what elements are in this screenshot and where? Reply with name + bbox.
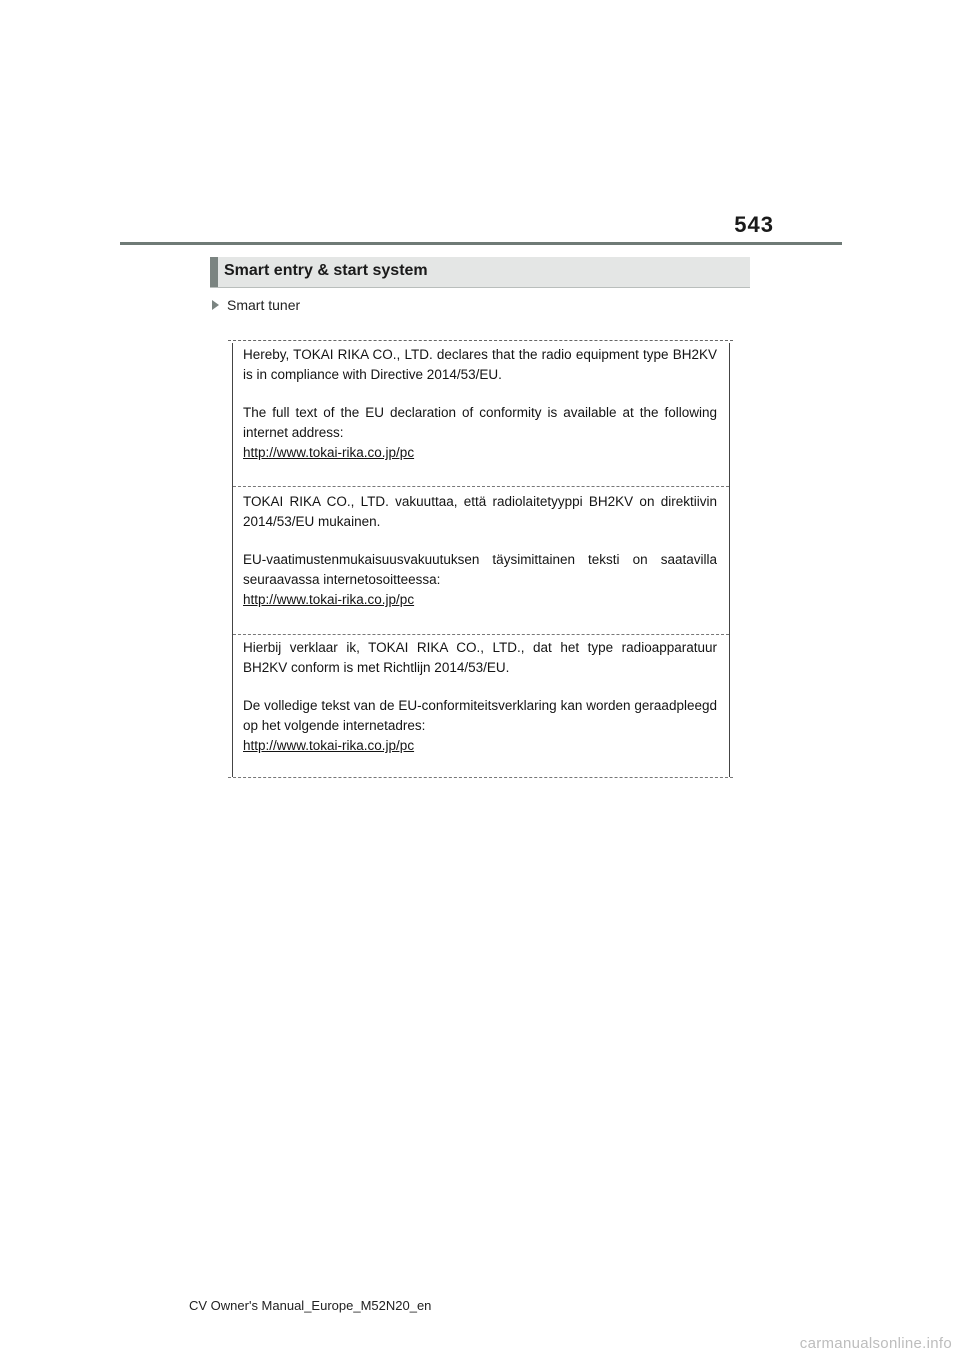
declaration-url: http://www.tokai-rika.co.jp/pc (243, 445, 415, 460)
declaration-block-english (243, 345, 717, 463)
declaration-url: http://www.tokai-rika.co.jp/pc (243, 592, 415, 607)
declaration-text: Hierbij verklaar ik, TOKAI RIKA CO., LTD., dat het type radioapparatuur BH2KV conform is met Richtlijn 2014/53/EU. (243, 640, 717, 675)
declaration-block-finnish (243, 492, 717, 610)
block-divider (233, 634, 729, 636)
header-rule (120, 242, 842, 245)
footer-text: CV Owner's Manual_Europe_M52N20_en (189, 1298, 432, 1313)
certificate-top-border (228, 340, 733, 342)
section-header (210, 257, 750, 288)
block-divider (233, 486, 729, 488)
triangle-bullet-icon (212, 300, 219, 310)
certificate-image (232, 343, 730, 777)
declaration-block-dutch (243, 638, 717, 756)
page-number: 543 (734, 212, 774, 237)
declaration-text: TOKAI RIKA CO., LTD. vakuuttaa, että radiolaitetyyppi BH2KV on direktiivin 2014/53/EU mukainen. (243, 494, 717, 529)
bullet-item (212, 297, 300, 313)
availability-text: The full text of the EU declaration of conformity is available at the following internet address: (243, 405, 717, 440)
declaration-text: Hereby, TOKAI RIKA CO., LTD. declares that the radio equipment type BH2KV is in compliance with Directive 2014/53/EU. (243, 347, 717, 382)
declaration-url: http://www.tokai-rika.co.jp/pc (243, 738, 415, 753)
section-accent (210, 257, 218, 287)
section-title: Smart entry & start system (224, 262, 428, 279)
bullet-label: Smart tuner (227, 297, 301, 313)
availability-text: De volledige tekst van de EU-conformiteitsverklaring kan worden geraadpleegd op het volgende internetadres: (243, 698, 717, 733)
availability-text: EU-vaatimustenmukaisuusvakuutuksen täysimittainen teksti on saatavilla seuraavassa internetosoitteessa: (243, 552, 717, 587)
watermark: carmanualsonline.info (799, 1335, 952, 1352)
certificate-bottom-border (228, 777, 733, 779)
